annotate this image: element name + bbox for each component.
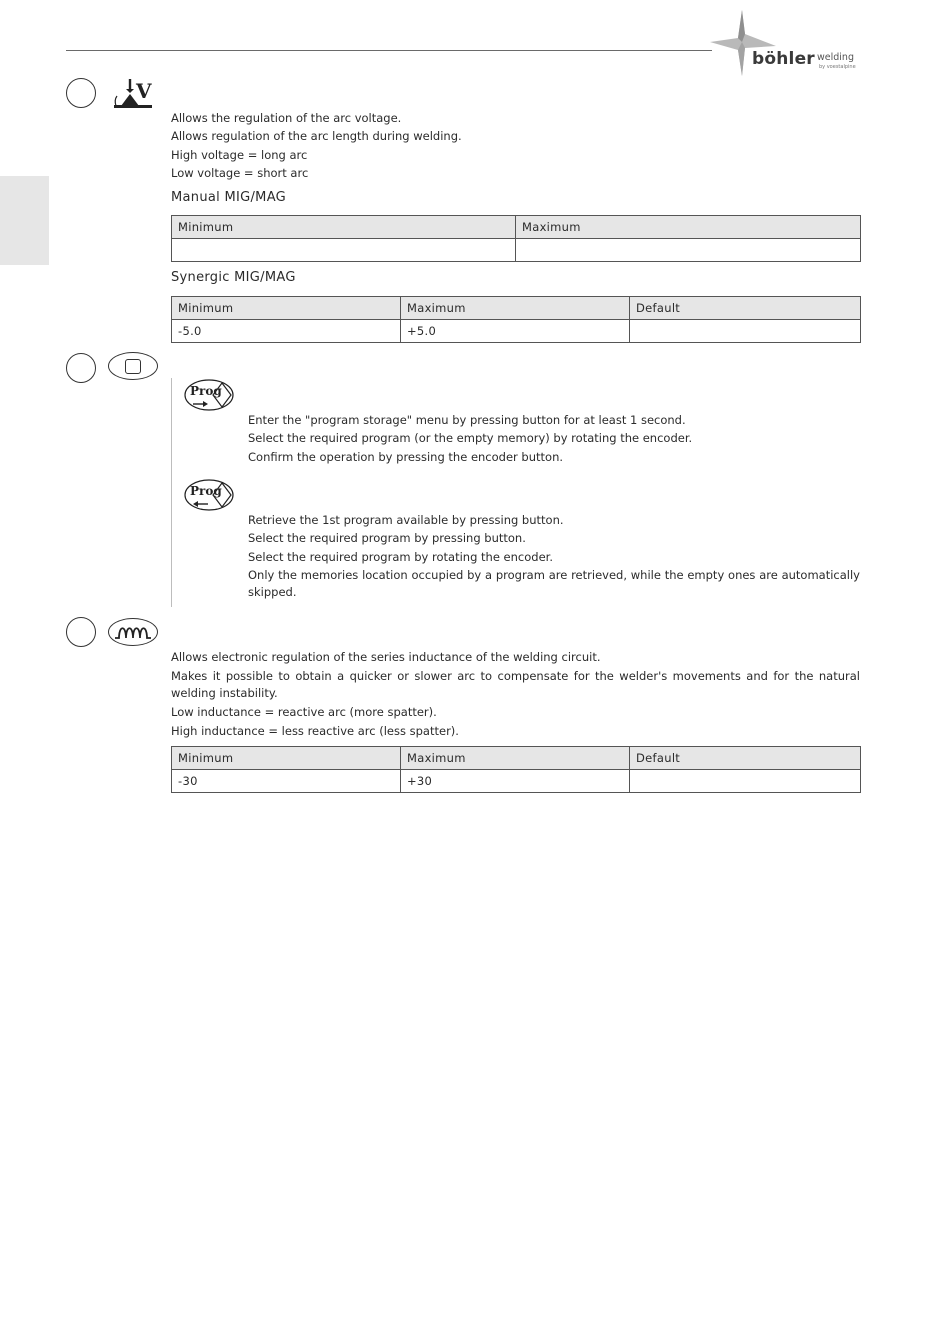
prog-retrieve-steps [248,511,860,600]
table-header-cell: Default [630,747,861,770]
prog-retrieve-label: Prog [190,484,222,498]
voltage-line-2: Allows regulation of the arc length during welding. [171,129,462,144]
table-row [172,770,861,793]
table-cell [172,239,516,262]
table-header-cell: Maximum [516,216,861,239]
inductance-table [171,746,861,793]
table-cell [516,239,861,262]
table-header-cell: Maximum [401,747,630,770]
logo-by: by voestalpine [819,64,856,70]
header-rule [66,50,712,51]
table-cell [630,320,861,343]
inductance-line-2: Makes it possible to obtain a quicker or slower arc to compensate for the welder's movements and for the natural welding instability. [171,669,860,700]
table-row [172,239,861,262]
prog-store-line-1: Enter the "program storage" menu by pressing button for at least 1 second. [248,413,686,427]
inductance-line-1: Allows electronic regulation of the series inductance of the welding circuit. [171,650,601,664]
prog-store-line-2: Select the required program (or the empty memory) by rotating the encoder. [248,431,693,446]
prog-store-label: Prog [190,384,222,398]
table-cell: -30 [172,770,401,793]
prog-retrieve-line-3: Select the required program by rotating the encoder. [248,549,553,564]
table-header-row [172,216,861,239]
table-cell: +5.0 [401,320,630,343]
prog-store-icon [184,379,234,411]
synergic-mig-mag-heading: Synergic MIG/MAG [171,270,296,285]
voltage-line-3: High voltage = long arc [171,147,308,162]
table-cell [630,770,861,793]
logo-brand: böhler [752,49,815,69]
table-header-row [172,747,861,770]
manual-voltage-table [171,215,861,262]
voltage-line-1: Allows the regulation of the arc voltage. [171,111,402,125]
star-logo-icon [708,8,778,80]
inductance-line-3: Low inductance = reactive arc (more spatter). [171,705,437,720]
prog-store-steps [248,411,860,466]
brand-logo [708,8,868,80]
prog-retrieve-line-1: Retrieve the 1st program available by pressing button. [248,513,564,527]
section-marker-voltage [66,78,96,108]
voltage-line-4: Low voltage = short arc [171,166,309,181]
inductance-line-4: High inductance = less reactive arc (less spatter). [171,723,459,738]
manual-mig-mag-heading: Manual MIG/MAG [171,190,287,205]
section-marker-inductance [66,617,96,647]
table-header-cell: Default [630,297,861,320]
prog-retrieve-icon [184,479,234,511]
voltage-description [171,109,861,183]
table-header-cell: Minimum [172,216,516,239]
program-vertical-rule [171,378,172,607]
inductance-description [171,648,860,740]
prog-store-line-3: Confirm the operation by pressing the encoder button. [248,449,564,464]
prog-retrieve-line-2: Select the required program by pressing button. [248,531,526,546]
logo-sub: welding [817,52,854,63]
table-header-cell: Minimum [172,297,401,320]
inductance-coil-icon [108,618,158,646]
table-cell: -5.0 [172,320,401,343]
square-button-icon [108,352,158,380]
side-tab [0,176,49,265]
table-header-row [172,297,861,320]
prog-retrieve-note: Only the memories location occupied by a program are retrieved, while the empty ones are automatically skipped. [248,568,860,599]
section-marker-program [66,353,96,383]
table-row [172,320,861,343]
arc-voltage-icon [108,76,158,110]
table-cell: +30 [401,770,630,793]
table-header-cell: Minimum [172,747,401,770]
synergic-voltage-table [171,296,861,343]
voltage-icon-letter: V [136,79,152,103]
table-header-cell: Maximum [401,297,630,320]
